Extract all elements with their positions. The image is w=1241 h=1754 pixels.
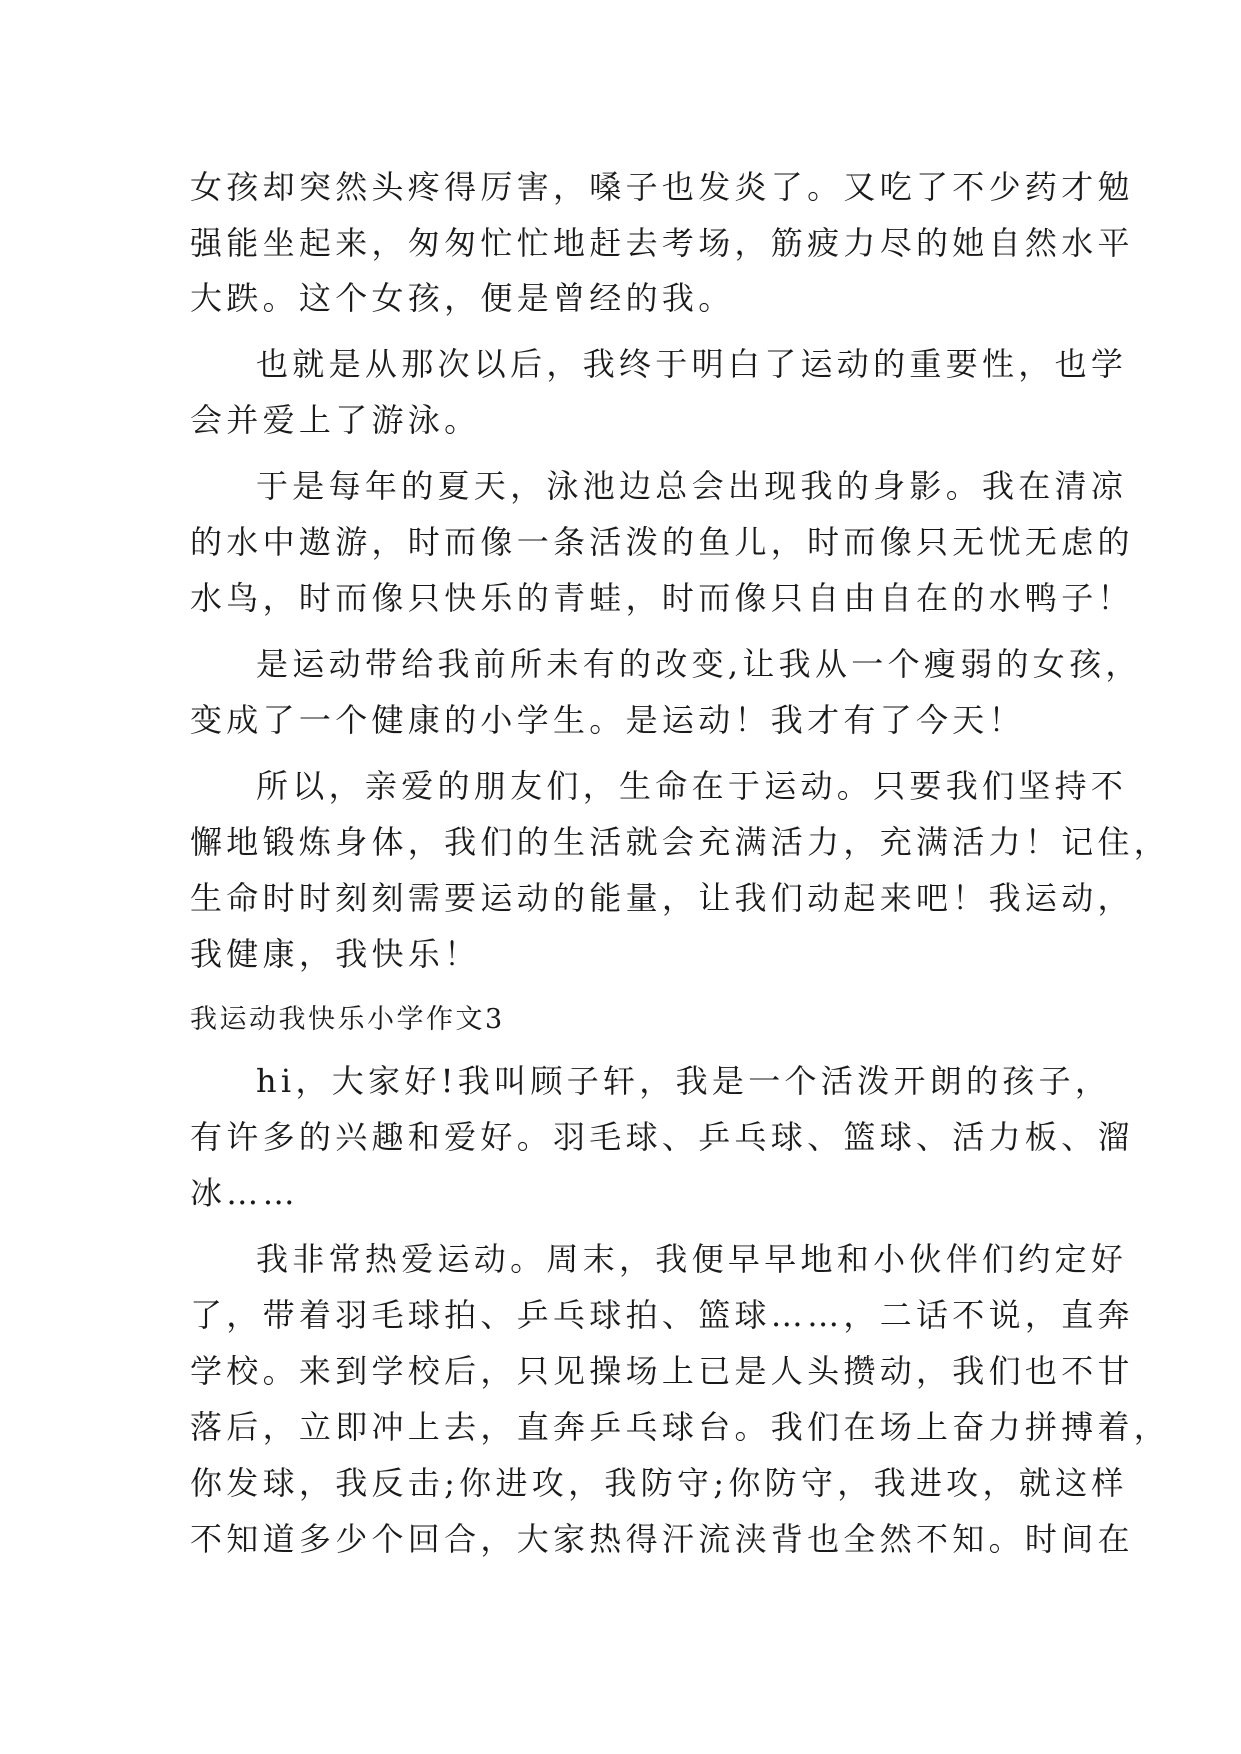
paragraph-5-line-1: 所以，亲爱的朋友们，生命在于运动。只要我们坚持不 — [256, 767, 1128, 805]
paragraph-1-line-2: 强能坐起来，匆匆忙忙地赶去考场，筋疲力尽的她自然水平 — [190, 224, 1134, 262]
paragraph-6-line-1: hi，大家好!我叫顾子轩，我是一个活泼开朗的孩子， — [256, 1062, 1112, 1100]
paragraph-7-line-1: 我非常热爱运动。周末，我便早早地和小伙伴们约定好 — [256, 1240, 1128, 1278]
paragraph-7-line-2: 了，带着羽毛球拍、乒乓球拍、篮球……，二话不说，直奔 — [190, 1296, 1134, 1334]
paragraph-3-line-2: 的水中遨游，时而像一条活泼的鱼儿，时而像只无忧无虑的 — [190, 523, 1134, 561]
paragraph-5-line-4: 我健康，我快乐！ — [190, 935, 481, 973]
section-heading: 我运动我快乐小学作文3 — [190, 1004, 505, 1035]
paragraph-6-line-2: 有许多的兴趣和爱好。羽毛球、乒乓球、篮球、活力板、溜 — [190, 1118, 1134, 1156]
paragraph-6-line-3: 冰…… — [190, 1174, 299, 1212]
paragraph-7-line-6: 不知道多少个回合，大家热得汗流浃背也全然不知。时间在 — [190, 1520, 1134, 1558]
paragraph-2-line-1: 也就是从那次以后，我终于明白了运动的重要性，也学 — [256, 345, 1128, 383]
paragraph-5-line-3: 生命时时刻刻需要运动的能量，让我们动起来吧！我运动， — [190, 879, 1134, 917]
paragraph-7-line-4: 落后，立即冲上去，直奔乒乓球台。我们在场上奋力拼搏着， — [190, 1408, 1171, 1446]
paragraph-1-line-3: 大跌。这个女孩，便是曾经的我。 — [190, 279, 735, 317]
paragraph-4-line-2: 变成了一个健康的小学生。是运动！我才有了今天！ — [190, 701, 1025, 739]
paragraph-2-line-2: 会并爱上了游泳。 — [190, 401, 481, 439]
paragraph-7-line-5: 你发球，我反击;你进攻，我防守;你防守，我进攻，就这样 — [190, 1464, 1128, 1502]
paragraph-1-line-1: 女孩却突然头疼得厉害，嗓子也发炎了。又吃了不少药才勉 — [190, 168, 1134, 206]
paragraph-4-line-1: 是运动带给我前所未有的改变,让我从一个瘦弱的女孩， — [256, 645, 1142, 683]
paragraph-5-line-2: 懈地锻炼身体，我们的生活就会充满活力，充满活力！记住， — [190, 823, 1171, 861]
paragraph-3-line-3: 水鸟，时而像只快乐的青蛙，时而像只自由自在的水鸭子！ — [190, 579, 1134, 617]
paragraph-3-line-1: 于是每年的夏天，泳池边总会出现我的身影。我在清凉 — [256, 467, 1128, 505]
paragraph-7-line-3: 学校。来到学校后，只见操场上已是人头攒动，我们也不甘 — [190, 1352, 1134, 1390]
